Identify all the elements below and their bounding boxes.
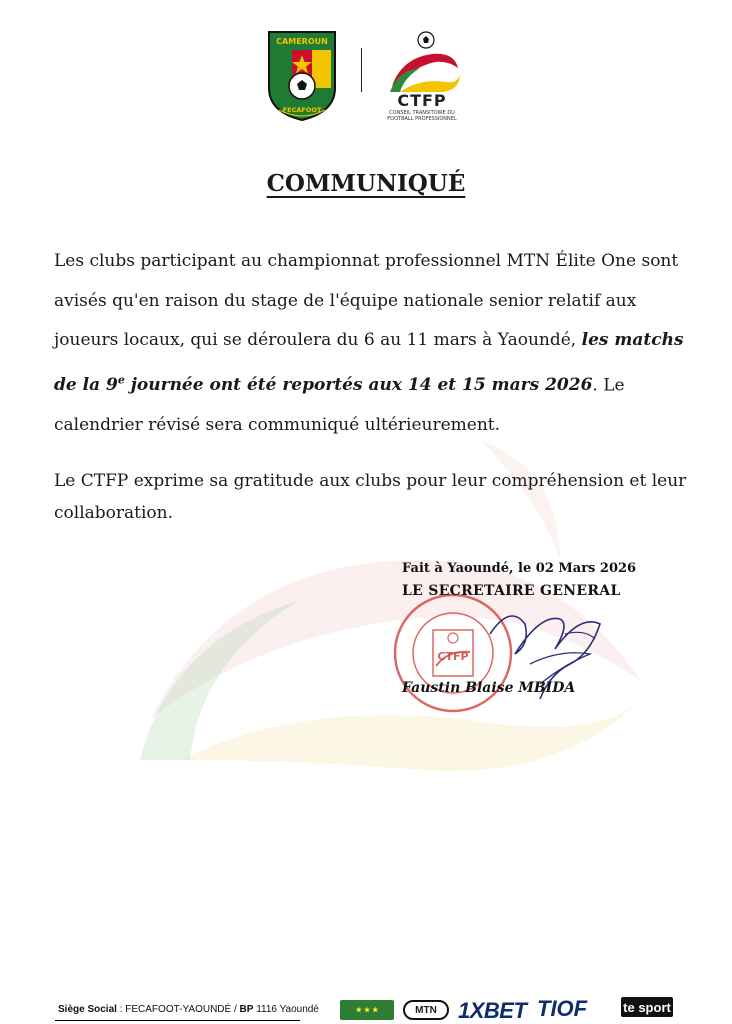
bp-label: BP <box>239 1004 254 1015</box>
sponsor-logo-1xbet: 1XBET <box>458 998 527 1023</box>
footer-rule <box>55 1020 300 1021</box>
fecafoot-bottom-text: FECAFOOT <box>282 106 322 114</box>
ctfp-logo-name: CTFP <box>397 91 447 110</box>
place-date: Fait à Yaoundé, le 02 Mars 2026 <box>402 561 637 576</box>
address-label: Siège Social <box>58 1004 117 1015</box>
stamp-text: CTFP <box>437 650 469 663</box>
handwritten-signature-icon <box>470 594 620 714</box>
ctfp-logo-subtitle: CONSEIL TRANSITOIRE DU FOOTBALL PROFESSIONNEL <box>387 110 457 122</box>
address-value: : FECAFOOT-YAOUNDÉ / <box>116 1004 240 1015</box>
ordinal-suffix: e <box>117 373 125 387</box>
page-title: COMMUNIQUÉ <box>266 170 466 197</box>
sponsor-logo-tiof: TIOF <box>537 996 588 1021</box>
signature-block <box>402 560 636 604</box>
paragraph-text: Les clubs participant au championnat professionnel MTN Élite One sont avisés qu'en raison du stage de l'équipe nationale senior relatif aux joueurs locaux, qui se déroulera du 6 au 11 mars à Yaoundé, <box>54 251 679 350</box>
fecafoot-shield-icon <box>265 30 339 122</box>
footer-address <box>58 1004 319 1015</box>
fecafoot-top-text: CAMEROUN <box>276 37 328 46</box>
paragraph-gratitude: Le CTFP exprime sa gratitude aux clubs pour leur compréhension et leur collaboration. <box>54 471 687 523</box>
emphasis-text-b: journée ont été reportés aux 14 et 15 mars 2026 <box>124 375 593 396</box>
bp-value: 1116 Yaoundé <box>253 1004 319 1015</box>
sponsor-logo-tesport: te sport <box>621 997 673 1017</box>
signatory-role: LE SECRETAIRE GENERAL <box>402 583 621 599</box>
paragraph-text-end: . Le calendrier révisé sera communiqué ultérieurement. <box>54 375 625 435</box>
emphasis-text-a: les matchs de la 9 <box>54 330 684 396</box>
signatory-name: Faustin Blaise MBIDA <box>402 680 576 696</box>
sponsor-logo-mtn: MTN <box>403 1000 449 1020</box>
paragraph-announcement <box>54 242 694 445</box>
logo-divider <box>361 48 362 92</box>
sponsor-logo-fecafoot: ★ ★ ★ <box>340 1000 394 1020</box>
